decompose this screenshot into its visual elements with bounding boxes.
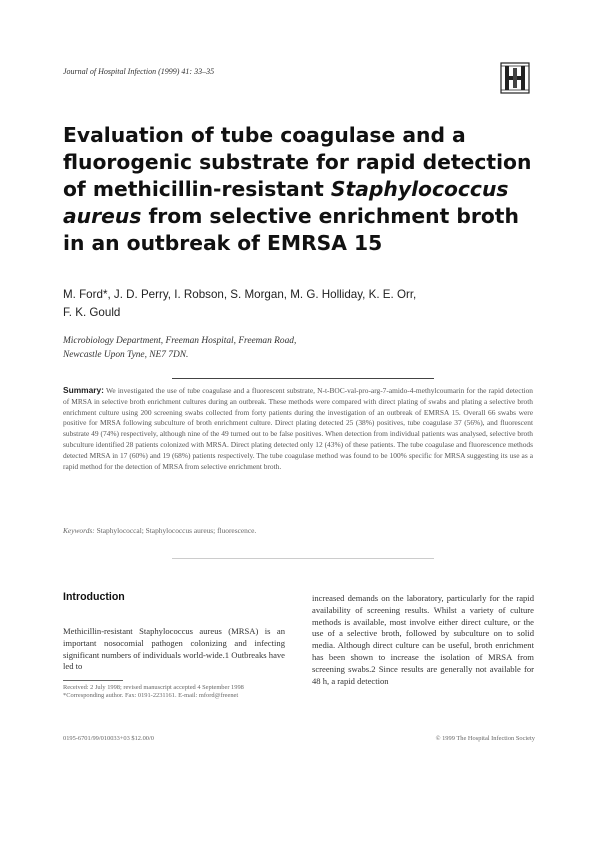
footnotes: [63, 684, 285, 701]
keywords-label: Keywords:: [63, 526, 95, 535]
abstract-bottom-rule: [172, 558, 434, 559]
journal-reference: Journal of Hospital Infection (1999) 41: 33–35: [63, 67, 215, 76]
affiliation: [63, 334, 533, 362]
intro-right-column: increased demands on the laboratory, particularly for the rapid availability of screening results. Whilst a variety of culture methods is available, most involve either direct culture, or the use of a selective broth, followed by subculture on to solid media. Although direct culture can be useful, broth enrichment has been shown to increase the isolation of MRSA from screening swabs.2 Since results are generally not available for 48 h, a rapid detection: [312, 593, 534, 686]
abstract-text: We investigated the use of tube coagulase and a fluorescent substrate, N-t-BOC-val-pro-arg-7-amido-4-methylcoumarin for the rapid detection of MRSA in selective broth enrichment cultures during an outbreak. These methods were compared with direct plating of swabs and plating a selective broth enrichment culture using 200 screening swabs collected from forty patients during the investigation of an outbreak of EMRSA 15. Overall 66 swabs were positive for MRSA following subculture of broth enrichment culture. Direct plating detected 25 (38%) positives, tube coagulase 37 (56%), and fluorescent substrate 49 (74%) respectively, although nine of the 49 turned out to be false positives. When detection from individual patients was analysed, selective broth subculture identified 28 patients colonized with MRSA. Direct plating detected only 12 (43%) of these patients. The tube coagulase and fluorescence methods detected MRSA in 17 (60%) and 19 (68%) patients respectively. The tube coagulase method was found to be 100% specific for MRSA suggesting its use as a rapid method for the detection of MRSA from selective enrichment broth.: [63, 386, 533, 471]
authors-line-1: M. Ford*, J. D. Perry, I. Robson, S. Morgan, M. G. Holliday, K. E. Orr,: [63, 288, 417, 301]
abstract-label: Summary:: [63, 385, 104, 395]
journal-logo-icon: [500, 62, 530, 94]
affiliation-line-2: Newcastle Upon Tyne, NE7 7DN.: [63, 350, 189, 360]
keywords: [63, 526, 533, 535]
footnote-rule: [63, 680, 123, 681]
abstract: [63, 385, 533, 472]
author-list: [63, 286, 533, 322]
title-line-1: Evaluation of tube coagulase and a: [63, 123, 466, 147]
title-organism-species: aureus: [63, 204, 142, 228]
section-heading-introduction: Introduction: [63, 591, 125, 603]
footnote-correspondence: *Corresponding author. Fax: 0191-2231161. E-mail: mford@freenet: [63, 692, 239, 700]
article-title: [63, 122, 533, 257]
title-line-2: fluorogenic substrate for rapid detection: [63, 150, 532, 174]
intro-left-column: Methicillin-resistant Staphylococcus aureus (MRSA) is an important nosocomial pathogen colonizing and infecting significant numbers of individuals world-wide.1 Outbreaks have led to: [63, 626, 285, 672]
title-line-3: of methicillin-resistant Staphylococcus: [63, 177, 509, 201]
affiliation-line-1: Microbiology Department, Freeman Hospital, Freeman Road,: [63, 336, 297, 346]
title-organism-genus: Staphylococcus: [330, 177, 509, 201]
footnote-received: Received: 2 July 1998; revised manuscript accepted 4 September 1998: [63, 684, 244, 691]
keywords-text: Staphylococcal; Staphylococcus aureus; fluorescence.: [94, 526, 257, 535]
footer-issn: 0195-6701/99/010033+03 $12.00/0: [63, 735, 154, 742]
authors-line-2: F. K. Gould: [63, 306, 121, 319]
title-line-5: in an outbreak of EMRSA 15: [63, 231, 383, 255]
footer-copyright: © 1999 The Hospital Infection Society: [435, 735, 535, 742]
abstract-top-rule: [172, 378, 434, 379]
title-line-4: aureus from selective enrichment broth: [63, 204, 519, 228]
